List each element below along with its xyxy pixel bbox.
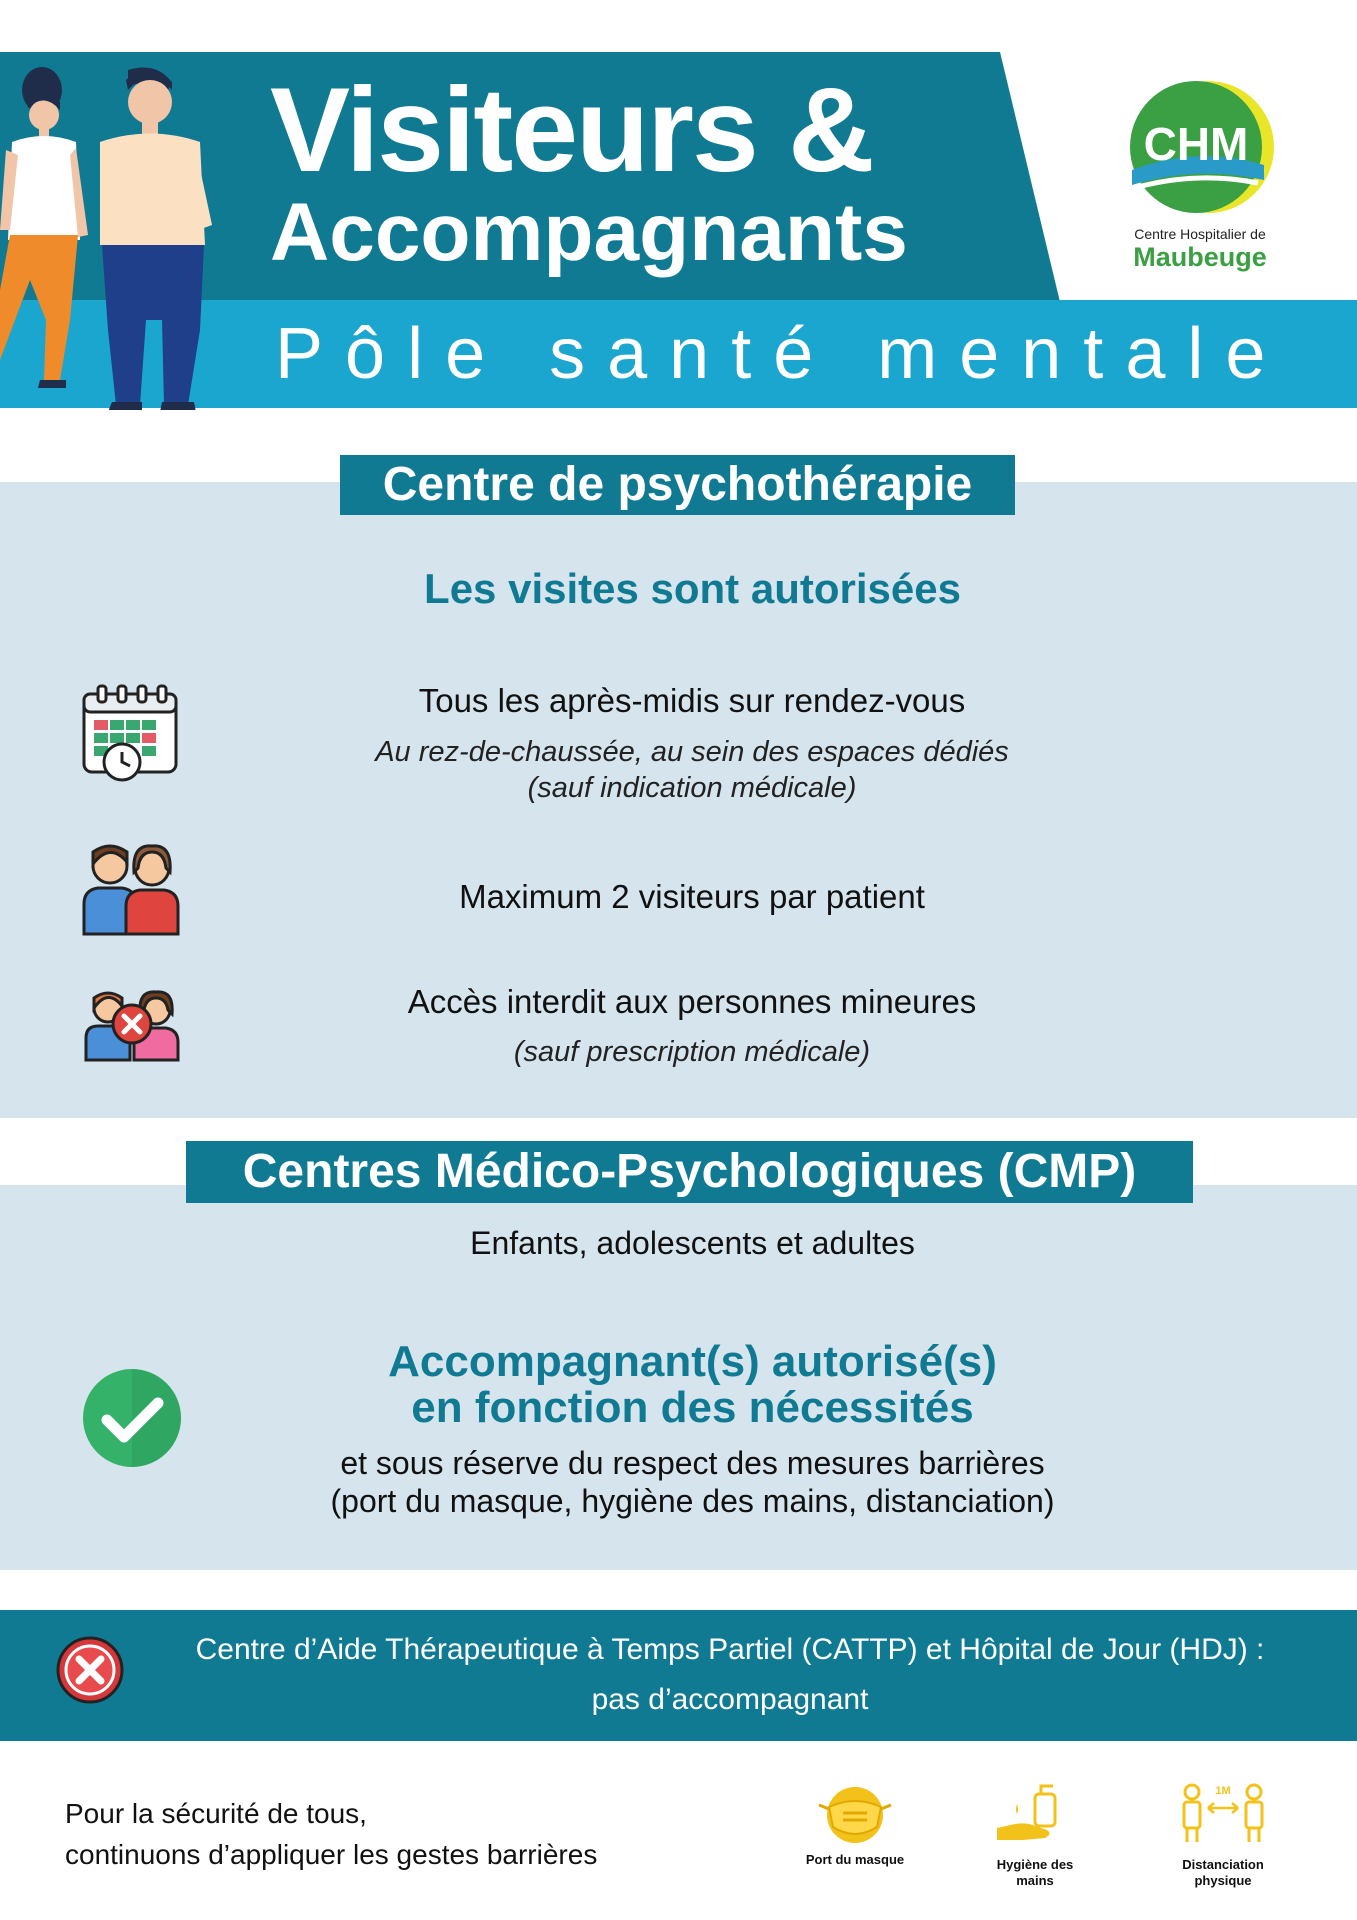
- gesture-distance-line2: physique: [1194, 1873, 1252, 1888]
- page-title: Visiteurs &: [270, 63, 873, 197]
- hand-hygiene-icon: [995, 1780, 1065, 1850]
- logo-mark: CHM: [1143, 118, 1249, 170]
- distancing-icon: [1178, 1778, 1268, 1848]
- barrier-measures-line2: (port du masque, hygiène des mains, distanciation): [330, 1483, 1055, 1519]
- row-minors-forbidden: Accès interdit aux personnes mineures: [407, 983, 977, 1020]
- forbidden-icon: [55, 1635, 125, 1705]
- visitors-illustration: [0, 30, 230, 410]
- logo-city: Maubeuge: [1133, 242, 1267, 272]
- visits-authorized-heading: Les visites sont autorisées: [424, 565, 961, 612]
- footer-line2: continuons d’appliquer les gestes barrières: [65, 1839, 598, 1870]
- barrier-measures-line1: et sous réserve du respect des mesures barrières: [340, 1445, 1045, 1481]
- footer-message: [65, 1793, 597, 1875]
- row-afternoon-note-2: (sauf indication médicale): [527, 772, 857, 804]
- companion-authorized-heading-2: en fonction des nécessités: [411, 1383, 974, 1432]
- distance-badge: 1M: [1215, 1785, 1231, 1797]
- department-subtitle: Pôle santé mentale: [275, 314, 1288, 394]
- gesture-mask-label: Port du masque: [805, 1852, 905, 1867]
- row-minors-note: (sauf prescription médicale): [513, 1036, 871, 1068]
- gesture-distance-label: [1158, 1857, 1288, 1889]
- cattp-hdj-line2: pas d’accompagnant: [591, 1683, 869, 1716]
- cmp-audience: Enfants, adolescents et adultes: [470, 1225, 915, 1261]
- gesture-hygiene-label: [970, 1857, 1100, 1889]
- cattp-hdj-line1: Centre d’Aide Thérapeutique à Temps Partiel (CATTP) et Hôpital de Jour (HDJ) :: [195, 1633, 1265, 1666]
- row-afternoon-note-1: Au rez-de-chaussée, au sein des espaces dédiés: [375, 736, 1009, 768]
- gesture-distance-line1: Distanciation: [1182, 1857, 1264, 1872]
- row-afternoon-appointments: Tous les après-midis sur rendez-vous: [418, 682, 966, 719]
- logo-caption: Centre Hospitalier de: [1134, 226, 1266, 242]
- gesture-hygiene-line2: mains: [1016, 1873, 1054, 1888]
- two-visitors-icon: [80, 838, 184, 942]
- woman-figure: [0, 67, 88, 388]
- page-title-line2: Accompagnants: [270, 187, 908, 278]
- section-title-cmp: Centres Médico-Psychologiques (CMP): [186, 1141, 1193, 1203]
- cattp-hdj-text: [150, 1625, 1310, 1725]
- calendar-clock-icon: [80, 682, 184, 786]
- chm-logo: [1118, 75, 1283, 240]
- footer-line1: Pour la sécurité de tous,: [65, 1798, 367, 1829]
- gesture-hygiene-line1: Hygiène des: [996, 1857, 1074, 1872]
- man-figure: [100, 68, 212, 410]
- companion-authorized-heading: Accompagnant(s) autorisé(s): [388, 1337, 997, 1386]
- no-minors-icon: [80, 988, 184, 1064]
- row-max-visitors: Maximum 2 visiteurs par patient: [459, 878, 925, 915]
- mask-icon: [815, 1785, 895, 1845]
- section-title-psychotherapy: Centre de psychothérapie: [340, 455, 1015, 515]
